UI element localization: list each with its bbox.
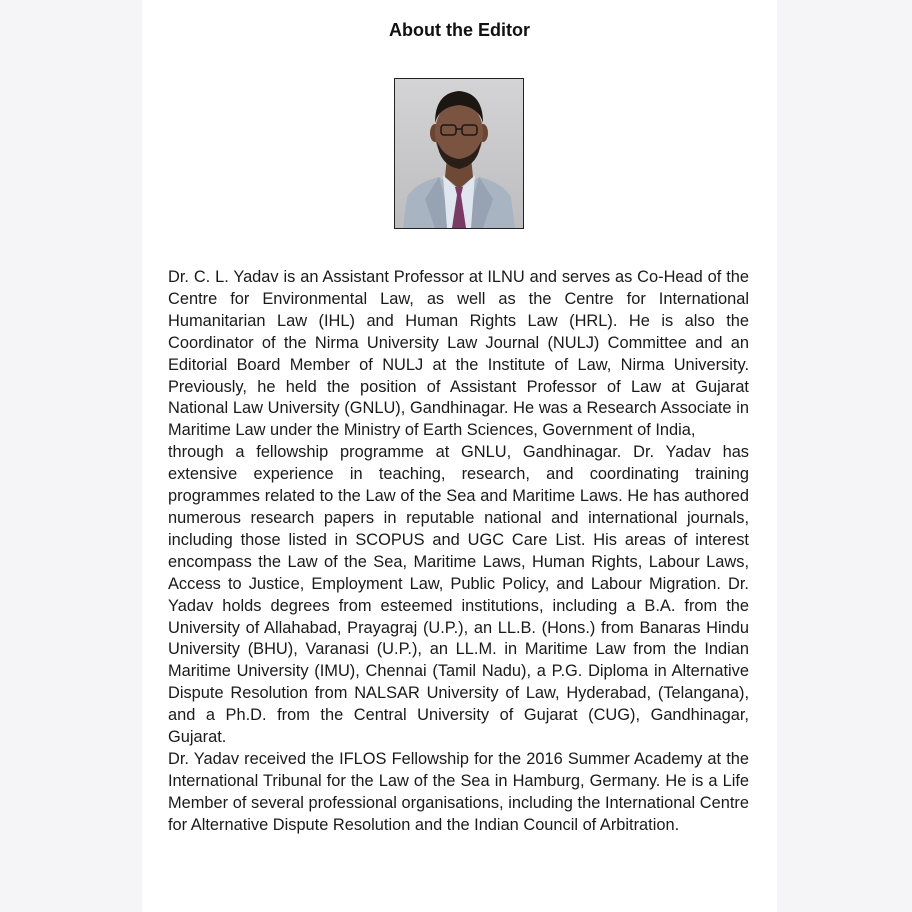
- bio-paragraph-2: through a fellowship programme at GNLU, Gandhinagar. Dr. Yadav has extensive experience in teaching, research, and coordinating training programmes related to the Law of the Sea and Maritime Laws. He has authored numerous research papers in reputable national and international journals, including those listed in SCOPUS and UGC Care List. His areas of interest encompass the Law of the Sea, Maritime Laws, Human Rights, Labour Laws, Access to Justice, Employment Law, Public Policy, and Labour Migration. Dr. Yadav holds degrees from esteemed institutions, including a B.A. from the University of Allahabad, Prayagraj (U.P.), an LL.B. (Hons.) from Banaras Hindu University (BHU), Varanasi (U.P.), an LL.M. in Maritime Law from the Indian Maritime University (IMU), Chennai (Tamil Nadu), a P.G. Diploma in Alternative Dispute Resolution from NALSAR University of Law, Hyderabad, (Telangana), and a Ph.D. from the Central University of Gujarat (CUG), Gandhinagar, Gujarat.: [168, 443, 749, 747]
- document-page: [142, 0, 777, 912]
- bio-paragraph-1: Dr. C. L. Yadav is an Assistant Professor at ILNU and serves as Co-Head of the Centre for Environmental Law, as well as the Centre for International Humanitarian Law (IHL) and Human Rights Law (HRL). He is also the Coordinator of the Nirma University Law Journal (NULJ) Committee and an Editorial Board Member of NULJ at the Institute of Law, Nirma University. Previously, he held the position of Assistant Professor of Law at Gujarat National Law University (GNLU), Gandhinagar. He was a Research Associate in Maritime Law under the Ministry of Earth Sciences, Government of India,: [168, 268, 749, 440]
- editor-photo: [394, 78, 524, 229]
- page-title: About the Editor: [389, 20, 530, 40]
- editor-biography: [168, 267, 749, 837]
- bio-paragraph-3: Dr. Yadav received the IFLOS Fellowship for the 2016 Summer Academy at the International Tribunal for the Law of the Sea in Hamburg, Germany. He is a Life Member of several professional organisations, including the International Centre for Alternative Dispute Resolution and the Indian Council of Arbitration.: [168, 749, 749, 834]
